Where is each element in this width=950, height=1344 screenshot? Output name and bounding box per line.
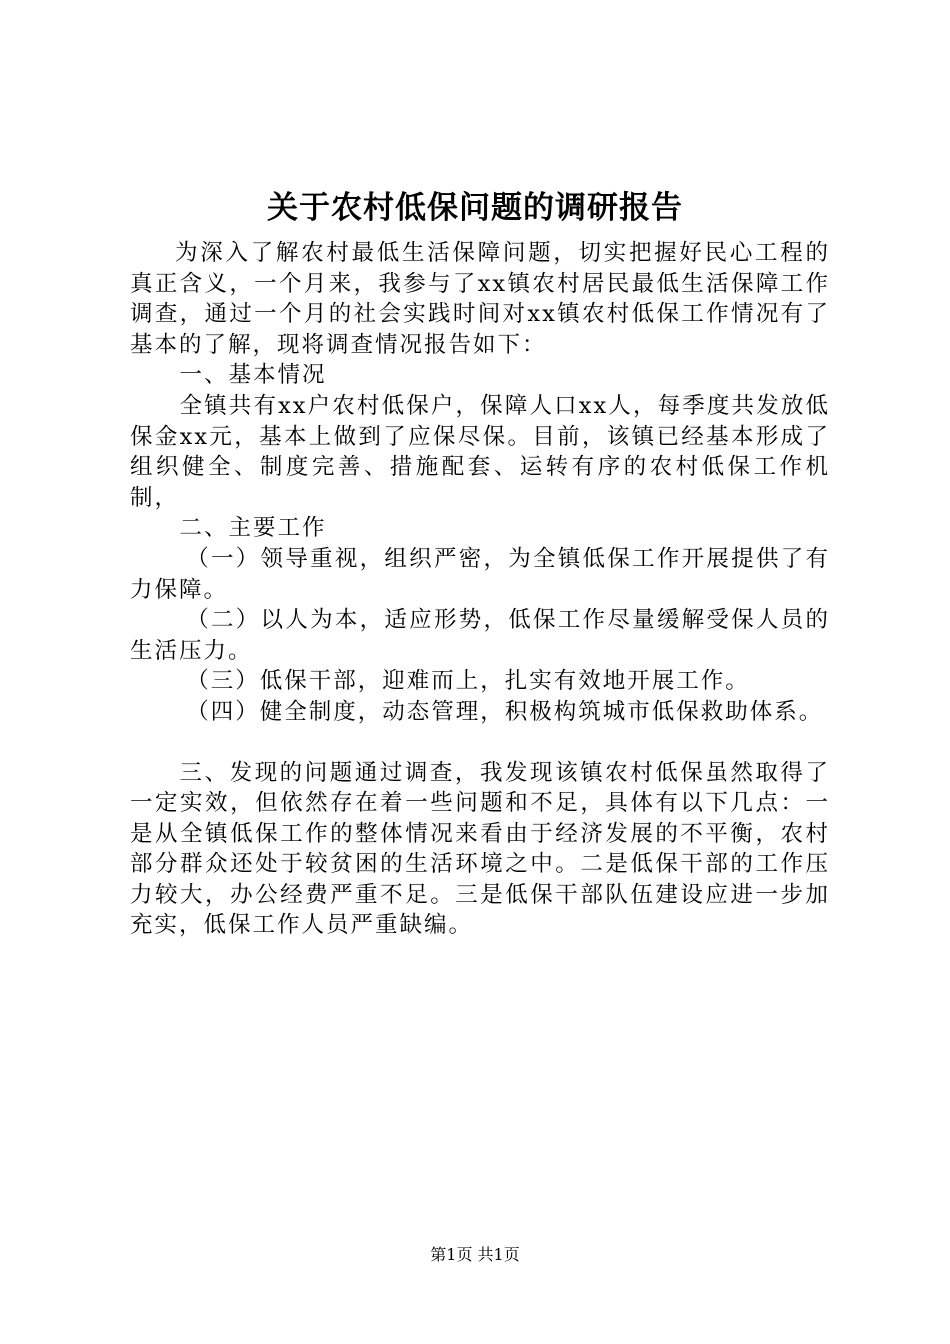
- basic-situation-paragraph: 全镇共有xx户农村低保户，保障人口xx人，每季度共发放低保金xx元，基本上做到了应保尽保。目前，该镇已经基本形成了组织健全、制度完善、措施配套、运转有序的农村低保工作机制，: [130, 392, 830, 511]
- main-work-item-2: （二）以人为本，适应形势，低保工作尽量缓解受保人员的生活压力。: [130, 607, 830, 664]
- section-heading-main-work: 二、主要工作: [179, 515, 327, 542]
- main-work-item-4: （四）健全制度，动态管理，积极构筑城市低保救助体系。: [186, 698, 824, 725]
- section-heading-basic: 一、基本情况: [179, 362, 327, 389]
- page-number-footer: 第1页 共1页: [430, 1245, 520, 1264]
- intro-paragraph: 为深入了解农村最低生活保障问题，切实把握好民心工程的真正含义，一个月来，我参与了xx镇农村居民最低生活保障工作调查，通过一个月的社会实践时间对xx镇农村低保工作情况有了基本的了解，现将调查情况报告如下：: [130, 240, 830, 358]
- document-title: 关于农村低保问题的调研报告: [267, 190, 683, 226]
- problems-paragraph: 三、发现的问题通过调查，我发现该镇农村低保虽然取得了一定实效，但依然存在着一些问题和不足，具体有以下几点：一是从全镇低保工作的整体情况来看由于经济发展的不平衡，农村部分群众还处于较贫困的生活环境之中。二是低保干部的工作压力较大，办公经费严重不足。三是低保干部队伍建设应进一步加充实，低保工作人员严重缺编。: [130, 759, 830, 939]
- document-body: [130, 238, 830, 941]
- main-work-item-3: （三）低保干部，迎难而上，扎实有效地开展工作。: [186, 668, 750, 695]
- main-work-item-1: （一）领导重视，组织严密，为全镇低保工作开展提供了有力保障。: [130, 545, 830, 603]
